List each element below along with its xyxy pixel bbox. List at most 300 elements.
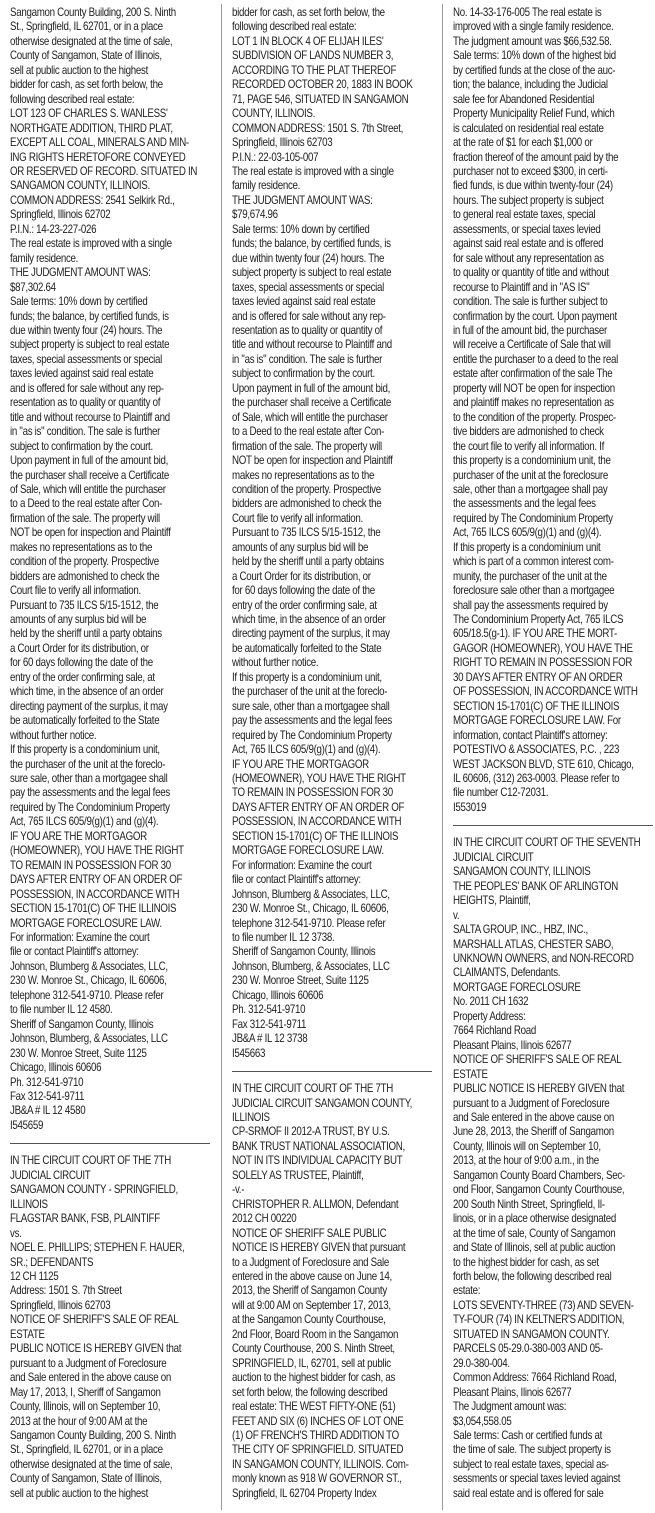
notice-text-line: $3,054,558.05 bbox=[453, 1414, 512, 1428]
notice-text-line: SECTION 15-1701(C) OF THE ILLINOIS bbox=[10, 902, 177, 916]
notice-text-line: UNKNOWN OWNERS, and NON-RECORD bbox=[453, 952, 634, 965]
notice-text-line: bidders are admonished to check the bbox=[10, 569, 160, 583]
notice-text-line: ESTATE bbox=[453, 1067, 488, 1081]
notice-text-line: otherwise designated at the time of sale, bbox=[10, 1457, 173, 1471]
notice-text-line: and Sale entered in the above cause on bbox=[10, 1371, 172, 1385]
notice-text-line: ING RIGHTS HERETOFORE CONVEYED bbox=[10, 150, 186, 164]
notice-text-line: makes no representations as to the bbox=[10, 540, 153, 554]
notice-text-line: entry of the order confirming sale, at bbox=[10, 670, 155, 684]
notice-text-line: Johnson, Blumberg, & Associates, LLC bbox=[232, 959, 390, 973]
notice-text-line: GAGOR (HOMEOWNER), YOU HAVE THE bbox=[453, 641, 633, 655]
notice-text-line: County, Illinois, will on September 10, bbox=[10, 1400, 161, 1414]
column-1 bbox=[10, 6, 210, 1510]
notice-text-line: bidder for cash, as set forth below, the bbox=[232, 6, 385, 19]
notice-text-line: Sale terms: 10% down by certified bbox=[10, 295, 148, 309]
notice-text-line: real estate: THE WEST FIFTY-ONE (51) bbox=[232, 1400, 396, 1414]
notice-text-line: shall pay the assessments required by bbox=[453, 598, 608, 612]
notice-text-line: NOTICE OF SHERIFF'S SALE OF REAL bbox=[10, 1313, 179, 1327]
notice-text-line: NOEL E. PHILLIPS; STEPHEN F. HAUER, bbox=[10, 1241, 185, 1255]
notice-text-line: Act, 765 ILCS 605/9(g)(1) and (g)(4). bbox=[10, 815, 159, 829]
notice-text-line: for 60 days following the date of the bbox=[10, 656, 153, 670]
notice-text-line: POTESTIVO & ASSOCIATES, P.C. , 223 bbox=[453, 743, 620, 757]
notice-text-line: funds; the balance, by certified funds, is bbox=[232, 237, 391, 251]
notice-text-line: MORTGAGE FORECLOSURE LAW. bbox=[10, 916, 162, 930]
notice-text-line: Springfield, Illinois 62703 bbox=[10, 1298, 111, 1312]
notice-text-line: County of Sangamon, State of Illinois, bbox=[10, 49, 162, 63]
notice-text-line: Johnson, Blumberg & Associates, LLC, bbox=[232, 887, 390, 901]
notice-text-line: entered in the above cause on June 14, bbox=[232, 1269, 392, 1283]
notice-text-line: SECTION 15-1701(C) OF THE ILLINOIS bbox=[232, 829, 399, 843]
notice-text-line: SR.; DEFENDANTS bbox=[10, 1255, 94, 1269]
notice-text-line: at the Sangamon County Courthouse, bbox=[232, 1313, 386, 1327]
notice-text-line: SALTA GROUP, INC., HBZ, INC., bbox=[453, 923, 588, 937]
notice-text-line: SOLELY AS TRUSTEE, Plaintiff, bbox=[232, 1168, 364, 1182]
notice-text-line: of Sale, which will entitle the purchaser bbox=[10, 482, 166, 496]
notice-text-line: without further notice. bbox=[10, 728, 97, 742]
notice-text-line: OF POSSESSION, IN ACCORDANCE WITH bbox=[453, 685, 638, 699]
notice-text-line: (HOMEOWNER), YOU HAVE THE RIGHT bbox=[10, 844, 184, 858]
notice-text-line: sessments or special taxes levied against bbox=[453, 1472, 621, 1486]
notice-text-line: in "as is" condition. The sale is further bbox=[10, 425, 161, 439]
notice-text-line: SITUATED IN SANGAMON COUNTY. bbox=[453, 1327, 610, 1341]
notice-text-line: Act, 765 ILCS 605/9(g)(1) and (g)(4). bbox=[453, 526, 602, 540]
notice-text-line: NOTICE OF SHERIFF SALE PUBLIC bbox=[232, 1226, 387, 1240]
notice-text-line: information, contact Plaintiff's attorney: bbox=[453, 728, 608, 742]
notice-text-line: resentation as to quality or quantity of bbox=[10, 396, 161, 410]
notice-text-line: taxes, special assessments or special bbox=[10, 352, 163, 366]
notice-text-line: 12 CH 1125 bbox=[10, 1269, 59, 1283]
notice-text-line: be automatically forfeited to the State bbox=[232, 641, 382, 655]
notice-text-line: Upon payment in full of the amount bid, bbox=[232, 381, 390, 395]
notice-text-line: The real estate is improved with a single bbox=[10, 237, 172, 251]
notice-text-line: THE JUDGMENT AMOUNT WAS: bbox=[232, 193, 373, 207]
notice-text-line: POSSESSION, IN ACCORDANCE WITH bbox=[232, 815, 402, 829]
notice-text-line: Springfield, Illinois 62702 bbox=[10, 208, 111, 222]
notice-text-line: 230 W. Monroe Street, Suite 1125 bbox=[232, 974, 369, 988]
notice-text-line: Sangamon County Building, 200 S. Ninth bbox=[10, 6, 176, 19]
notice-text-line: the purchaser of the unit at the foreclo- bbox=[232, 685, 388, 699]
notice-text-line: confirmation by the court. Upon payment bbox=[453, 309, 617, 323]
notice-text-line: SPRINGFIELD, IL, 62701, sell at public bbox=[232, 1356, 391, 1370]
notice-text-line: No. 2011 CH 1632 bbox=[453, 995, 529, 1009]
notice-text-line: Chicago, Illinois 60606 bbox=[10, 1061, 102, 1075]
notice-text-line: Ph. 312-541-9710 bbox=[232, 1003, 306, 1017]
notice-text-line: held by the sheriff until a party obtains bbox=[10, 627, 162, 641]
notice-text-line: taxes levied against said real estate bbox=[10, 367, 154, 381]
notice-text-line: bidders are admonished to check the bbox=[232, 497, 382, 511]
notice-text-line: MORTGAGE FORECLOSURE bbox=[453, 980, 581, 994]
notice-text-line: Pursuant to 735 ILCS 5/15-1512, the bbox=[10, 598, 159, 612]
notice-text-line: SANGAMON COUNTY, ILLINOIS bbox=[453, 865, 591, 879]
notice-text-line: CP-SRMOF II 2012-A TRUST, BY U.S. bbox=[232, 1125, 390, 1139]
notice-text-line: FLAGSTAR BANK, FSB, PLAINTIFF bbox=[10, 1212, 160, 1226]
notice-text-line: HEIGHTS, Plaintiff, bbox=[453, 894, 531, 908]
notice-text-line: 7664 Richland Road bbox=[453, 1024, 536, 1038]
notice-text-line: a Court Order for its distribution, or bbox=[232, 569, 371, 583]
column-3 bbox=[453, 6, 653, 1510]
notice-text-line: Sale terms: 10% down of the highest bid bbox=[453, 49, 616, 63]
notice-text-line: FEET AND SIX (6) INCHES OF LOT ONE bbox=[232, 1414, 404, 1428]
notice-text-line: NORTHGATE ADDITION, THIRD PLAT, bbox=[10, 121, 173, 135]
notice-text-line: bidder for cash, as set forth below, the bbox=[10, 78, 163, 92]
notice-text-line: subject to real estate taxes, special as- bbox=[453, 1457, 609, 1471]
notice-text-line: linois, or in a place otherwise designated bbox=[453, 1212, 617, 1226]
notice-text-line: foreclosure sale other than a mortgagee bbox=[453, 584, 615, 598]
notice-text-line: pay the assessments and the legal fees bbox=[232, 714, 392, 728]
notice-text-line: taxes levied against said real estate bbox=[232, 295, 376, 309]
notice-text-line: to quality or quantity of title and without bbox=[453, 266, 609, 280]
notice-text-line: 2013 at the hour of 9:00 AM at the bbox=[10, 1414, 148, 1428]
notice-text-line: and Sale entered in the above cause on bbox=[453, 1110, 615, 1124]
notice-flagstar bbox=[10, 1154, 210, 1501]
notice-text-line: fraction thereof of the amount paid by the bbox=[453, 150, 619, 164]
notice-text-line: condition of the property. Prospective bbox=[232, 482, 381, 496]
notice-text-line: 605/18.5(g-1). IF YOU ARE THE MORT- bbox=[453, 627, 617, 641]
notice-text-line: subject property is subject to real estate bbox=[10, 338, 170, 352]
notice-text-line: COUNTY, ILLINOIS. bbox=[232, 107, 316, 121]
notice-text-line: for sale without any representation as bbox=[453, 251, 604, 265]
notice-text-line: MARSHALL ATLAS, CHESTER SABO, bbox=[453, 937, 614, 951]
column-2 bbox=[232, 6, 432, 1510]
notice-text-line: NOT IN ITS INDIVIDUAL CAPACITY BUT bbox=[232, 1154, 403, 1168]
notice-text-line: Springfield, Illinois 62703 bbox=[232, 136, 333, 150]
notice-text-line: IN THE CIRCUIT COURT OF THE 7TH bbox=[10, 1154, 171, 1168]
notice-text-line: resentation as to quality or quantity of bbox=[232, 323, 383, 337]
notice-text-line: TO REMAIN IN POSSESSION FOR 30 bbox=[10, 858, 171, 872]
notice-text-line: Sheriff of Sangamon County, Illinois bbox=[232, 945, 376, 959]
notice-text-line: $79,674.96 bbox=[232, 208, 278, 222]
notice-text-line: JB&A # IL 12 4580 bbox=[10, 1104, 86, 1118]
notice-text-line: St., Springfield, IL 62701, or in a place bbox=[10, 20, 163, 34]
notice-text-line: County of Sangamon, State of Illinois, bbox=[10, 1472, 162, 1486]
notice-text-line: TY-FOUR (74) IN KELTNER'S ADDITION, bbox=[453, 1313, 625, 1327]
notice-text-line: which time, in the absence of an order bbox=[10, 685, 164, 699]
notice-text-line: by certified funds at the close of the auc- bbox=[453, 63, 616, 77]
notice-text-line: For information: Examine the court bbox=[10, 931, 150, 944]
notice-text-line: family residence. bbox=[232, 179, 301, 193]
notice-text-line: NOT be open for inspection and Plaintiff bbox=[10, 526, 171, 540]
notice-text-line: taxes, special assessments or special bbox=[232, 280, 385, 294]
notice-text-line: and plaintiff makes no representation as bbox=[453, 396, 614, 410]
notice-text-line: sale, other than a mortgagee shall pay bbox=[453, 482, 608, 496]
notice-text-line: Sangamon County Building, 200 S. Ninth bbox=[10, 1428, 176, 1442]
notice-text-line: ACCORDING TO THE PLAT THEREOF bbox=[232, 63, 397, 77]
notice-text-line: sale fee for Abandoned Residential bbox=[453, 92, 595, 106]
notice-text-line: The real estate is improved with a single bbox=[232, 164, 394, 178]
notice-text-line: $87,302.64 bbox=[10, 280, 56, 294]
notice-text-line: and State of Illinois, sell at public auction bbox=[453, 1241, 616, 1255]
notice-text-line: DAYS AFTER ENTRY OF AN ORDER OF bbox=[232, 800, 405, 814]
notice-text-line: and is offered for sale without any rep- bbox=[10, 381, 164, 395]
notice-text-line: a Court Order for its distribution, or bbox=[10, 641, 149, 655]
notice-text-line: to general real estate taxes, special bbox=[453, 208, 596, 222]
notice-text-line: monly known as 918 W GOVERNOR ST., bbox=[232, 1472, 402, 1486]
notice-text-line: due within twenty four (24) hours. The bbox=[10, 323, 163, 337]
notice-text-line: subject to confirmation by the court. bbox=[232, 367, 375, 381]
notice-text-line: If this property is a condominium unit, bbox=[10, 743, 160, 757]
column-divider bbox=[442, 4, 443, 1510]
notice-text-line: The Judgment amount was: bbox=[453, 1400, 567, 1414]
notice-text-line: WEST JACKSON BLVD, STE 610, Chicago, bbox=[453, 757, 634, 771]
notice-text-line: amounts of any surplus bid will be bbox=[232, 540, 369, 554]
notice-separator bbox=[10, 1143, 210, 1144]
notice-text-line: CHRISTOPHER R. ALLMON, Defendant bbox=[232, 1197, 399, 1211]
notice-text-line: tive bidders are admonished to check bbox=[453, 425, 604, 439]
notice-text-line: in full of the amount bid, the purchaser bbox=[453, 323, 607, 337]
notice-text-line: Pleasant Plains, Ilinois 62677 bbox=[453, 1385, 572, 1399]
notice-text-line: 2nd Floor, Board Room in the Sangamon bbox=[232, 1327, 399, 1341]
notice-text-line: 2013, at the hour of 9:00 a.m., in the bbox=[453, 1154, 599, 1168]
notice-text-line: OR RESERVED OF RECORD. SITUATED IN bbox=[10, 164, 198, 178]
notice-text-line: be automatically forfeited to the State bbox=[10, 714, 160, 728]
notice-text-line: THE JUDGMENT AMOUNT WAS: bbox=[10, 266, 151, 280]
notice-text-line: IN THE CIRCUIT COURT OF THE 7TH bbox=[232, 1082, 393, 1096]
notice-text-line: 30 DAYS AFTER ENTRY OF AN ORDER bbox=[453, 670, 623, 684]
notice-text-line: required by The Condominium Property bbox=[453, 511, 613, 525]
column-divider bbox=[221, 4, 222, 1510]
notice-text-line: is calculated on residential real estate bbox=[453, 121, 604, 135]
notice-text-line: file or contact Plaintiff's attorney: bbox=[10, 945, 139, 959]
notice-text-line: Johnson, Blumberg & Associates, LLC, bbox=[10, 959, 168, 973]
notice-text-line: will receive a Certificate of Sale that will bbox=[453, 338, 611, 352]
notice-text-line: ESTATE bbox=[10, 1327, 45, 1341]
notice-text-line: COMMON ADDRESS: 1501 S. 7th Street, bbox=[232, 121, 404, 135]
notice-text-line: Property Municipality Relief Fund, which bbox=[453, 107, 615, 121]
notice-text-line: v. bbox=[453, 908, 460, 922]
notice-text-line: vs. bbox=[10, 1226, 22, 1240]
notice-text-line: Fax 312-541-9711 bbox=[232, 1017, 307, 1031]
notice-text-line: at the time of sale, County of Sangamon bbox=[453, 1226, 616, 1240]
notice-text-line: file or contact Plaintiff's attorney: bbox=[232, 873, 361, 887]
notice-text-line: THE PEOPLES' BANK OF ARLINGTON bbox=[453, 879, 618, 893]
notice-text-line: directing payment of the surplus, it may bbox=[232, 627, 390, 641]
notice-text-line: makes no representations as to the bbox=[232, 468, 375, 482]
notice-separator bbox=[232, 1071, 432, 1072]
notice-text-line: CLAIMANTS, Defendants. bbox=[453, 966, 561, 980]
notice-text-line: RIGHT TO REMAIN IN POSSESSION FOR bbox=[453, 656, 633, 670]
notice-text-line: IN SANGAMON COUNTY, ILLINOIS. Com- bbox=[232, 1457, 409, 1471]
notice-text-line: Sale terms: Cash or certified funds at bbox=[453, 1428, 603, 1442]
notice-text-line: pursuant to a Judgment of Foreclosure bbox=[453, 1096, 610, 1110]
notice-text-line: IF YOU ARE THE MORTGAGOR bbox=[232, 757, 369, 771]
notice-salta-group bbox=[453, 836, 653, 1501]
notice-text-line: LOT 1 IN BLOCK 4 OF ELIJAH ILES' bbox=[232, 34, 384, 48]
notice-text-line: Fax 312-541-9711 bbox=[10, 1089, 85, 1103]
notice-text-line: TO REMAIN IN POSSESSION FOR 30 bbox=[232, 786, 393, 800]
notice-text-line: Sheriff of Sangamon County, Illinois bbox=[10, 1017, 154, 1031]
notice-text-line: at the rate of $1 for each $1,000 or bbox=[453, 136, 593, 150]
notice-text-line: due within twenty four (24) hours. The bbox=[232, 251, 385, 265]
notice-text-line: amounts of any surplus bid will be bbox=[10, 613, 147, 627]
notice-text-line: will at 9:00 AM on September 17, 2013, bbox=[232, 1298, 391, 1312]
notice-text-line: JUDICIAL CIRCUIT SANGAMON COUNTY, bbox=[232, 1096, 413, 1110]
notice-text-line: Address: 1501 S. 7th Street bbox=[10, 1284, 122, 1298]
notice-governor-st bbox=[453, 6, 653, 815]
notice-text-line: title and without recourse to Plaintiff and bbox=[10, 410, 170, 424]
notice-text-line: file number C12-72031. bbox=[453, 786, 549, 800]
notice-text-line: telephone 312-541-9710. Please refer bbox=[10, 988, 164, 1002]
notice-text-line: Court file to verify all information. bbox=[232, 511, 363, 525]
notice-text-line: IL 60606, (312) 263-0003. Please refer to bbox=[453, 772, 620, 786]
notice-text-line: to a Deed to the real estate after Con- bbox=[10, 497, 163, 511]
notice-text-line: 29.0-380-004. bbox=[453, 1356, 510, 1370]
notice-text-line: sell at public auction to the highest bbox=[10, 1486, 149, 1500]
notice-text-line: (HOMEOWNER), YOU HAVE THE RIGHT bbox=[232, 772, 406, 786]
notice-text-line: the purchaser of the unit at the foreclo- bbox=[10, 757, 166, 771]
notice-text-line: Pleasant Plains, Ilinois 62677 bbox=[453, 1038, 572, 1052]
notice-text-line: May 17, 2013, I, Sheriff of Sangamon bbox=[10, 1385, 161, 1399]
notice-text-line: DAYS AFTER ENTRY OF AN ORDER OF bbox=[10, 873, 183, 887]
notice-text-line: SUBDIVISION OF LANDS NUMBER 3, bbox=[232, 49, 394, 63]
notice-text-line: 71, PAGE 546, SITUATED IN SANGAMON bbox=[232, 92, 409, 106]
notice-text-line: Act, 765 ILCS 605/9(g)(1) and (g)(4). bbox=[232, 743, 381, 757]
notice-text-line: JUDICIAL CIRCUIT bbox=[453, 850, 534, 864]
notice-text-line: property will NOT be open for inspection bbox=[453, 381, 615, 395]
notice-text-line: 2012 CH 00220 bbox=[232, 1212, 297, 1226]
notice-text-line: P.I.N.: 22-03-105-007 bbox=[232, 150, 319, 164]
notice-text-line: firmation of the sale. The property will bbox=[10, 511, 160, 525]
notice-text-line: fied funds, is due within twenty-four (24) bbox=[453, 179, 613, 193]
notice-elijah-iles bbox=[232, 6, 432, 1061]
notice-text-line: against said real estate and is offered bbox=[453, 237, 604, 251]
notice-text-line: JUDICIAL CIRCUIT bbox=[10, 1168, 91, 1182]
notice-text-line: the court file to verify all information. If bbox=[453, 439, 605, 453]
notice-text-line: EXCEPT ALL COAL, MINERALS AND MIN- bbox=[10, 136, 189, 150]
notice-text-line: Upon payment in full of the amount bid, bbox=[10, 454, 168, 468]
notice-text-line: without further notice. bbox=[232, 656, 319, 670]
notice-text-line: Sale terms: 10% down by certified bbox=[232, 222, 370, 236]
notice-text-line: for 60 days following the date of the bbox=[232, 584, 375, 598]
notice-text-line: Johnson, Blumberg, & Associates, LLC bbox=[10, 1032, 168, 1046]
notice-text-line: Court file to verify all information. bbox=[10, 584, 141, 598]
notice-text-line: sure sale, other than a mortgagee shall bbox=[232, 699, 390, 713]
notice-text-line: IF YOU ARE THE MORTGAGOR bbox=[10, 829, 147, 843]
notice-text-line: SANGAMON COUNTY, ILLINOIS. bbox=[10, 179, 150, 193]
notice-text-line: The judgment amount was $66,532.58. bbox=[453, 34, 612, 48]
notice-text-line: 200 South Ninth Street, Springfield, Il- bbox=[453, 1197, 605, 1211]
notice-text-line: held by the sheriff until a party obtains bbox=[232, 555, 384, 569]
notice-text-line: pursuant to a Judgment of Foreclosure bbox=[10, 1356, 167, 1370]
notice-text-line: POSSESSION, IN ACCORDANCE WITH bbox=[10, 887, 180, 901]
notice-text-line: purchaser of the unit at the foreclosure bbox=[453, 468, 608, 482]
notice-text-line: munity, the purchaser of the unit at the bbox=[453, 569, 607, 583]
notice-text-line: subject to confirmation by the court. bbox=[10, 439, 153, 453]
notice-text-line: -v.- bbox=[232, 1183, 245, 1197]
notice-text-line: I545659 bbox=[10, 1118, 44, 1132]
notice-text-line: P.I.N.: 14-23-227-026 bbox=[10, 222, 97, 236]
notice-text-line: sure sale, other than a mortgagee shall bbox=[10, 772, 168, 786]
notice-text-line: estate after confirmation of the sale The bbox=[453, 367, 613, 381]
notice-text-line: SECTION 15-1701(C) OF THE ILLINOIS bbox=[453, 699, 620, 713]
notice-text-line: June 28, 2013, the Sheriff of Sangamon bbox=[453, 1125, 614, 1139]
notice-text-line: COMMON ADDRESS: 2541 Selkirk Rd., bbox=[10, 193, 175, 207]
notice-text-line: Chicago, Illinois 60606 bbox=[232, 988, 324, 1002]
notice-text-line: The Condominium Property Act, 765 ILCS bbox=[453, 613, 624, 627]
notice-text-line: entitle the purchaser to a deed to the real bbox=[453, 352, 618, 366]
notice-text-line: assessments, or special taxes levied bbox=[453, 222, 601, 236]
notice-text-line: of Sale, which will entitle the purchaser bbox=[232, 410, 388, 424]
notice-wanless bbox=[10, 6, 210, 1133]
notice-text-line: For information: Examine the court bbox=[232, 858, 372, 872]
notice-text-line: sell at public auction to the highest bbox=[10, 63, 149, 77]
notice-text-line: to file number IL 12 3738. bbox=[232, 931, 335, 944]
notice-text-line: NOTICE IS HEREBY GIVEN that pursuant bbox=[232, 1241, 406, 1255]
notice-text-line: to the highest bidder for cash, as set bbox=[453, 1255, 599, 1269]
notice-text-line: to file number IL 12 4580. bbox=[10, 1003, 113, 1017]
notice-text-line: purchaser not to exceed $300, in certi- bbox=[453, 164, 608, 178]
notice-text-line: forth below, the following described real bbox=[453, 1269, 612, 1283]
notice-text-line: which time, in the absence of an order bbox=[232, 613, 386, 627]
notice-text-line: I545663 bbox=[232, 1046, 266, 1060]
notice-text-line: I553019 bbox=[453, 800, 487, 814]
notice-text-line: Sangamon County Board Chambers, Sec- bbox=[453, 1168, 625, 1182]
notice-text-line: 230 W. Monroe St., Chicago, IL 60606, bbox=[10, 974, 167, 988]
notice-text-line: Pursuant to 735 ILCS 5/15-1512, the bbox=[232, 526, 381, 540]
notice-text-line: MORTGAGE FORECLOSURE LAW. bbox=[232, 844, 384, 858]
notice-text-line: family residence. bbox=[10, 251, 79, 265]
notice-text-line: (1) OF FRENCH'S THIRD ADDITION TO bbox=[232, 1428, 399, 1442]
notice-text-line: and is offered for sale without any rep- bbox=[232, 309, 386, 323]
notice-text-line: If this property is a condominium unit bbox=[453, 540, 601, 554]
notice-text-line: entry of the order confirming sale, at bbox=[232, 598, 377, 612]
notice-text-line: funds; the balance, by certified funds, is bbox=[10, 309, 169, 323]
notice-text-line: condition. The sale is further subject to bbox=[453, 295, 608, 309]
notice-text-line: Property Address: bbox=[453, 1009, 526, 1023]
notice-text-line: PUBLIC NOTICE IS HEREBY GIVEN that bbox=[10, 1342, 182, 1356]
notice-text-line: No. 14-33-176-005 The real estate is bbox=[453, 6, 602, 19]
notice-text-line: PARCELS 05-29.0-380-003 AND 05- bbox=[453, 1342, 603, 1356]
notice-text-line: the time of sale. The subject property is bbox=[453, 1443, 611, 1457]
notice-text-line: in "as is" condition. The sale is further bbox=[232, 352, 383, 366]
notice-text-line: required by The Condominium Property bbox=[10, 800, 170, 814]
notice-text-line: to the condition of the property. Prospec- bbox=[453, 410, 616, 424]
notice-text-line: 230 W. Monroe Street, Suite 1125 bbox=[10, 1046, 147, 1060]
notice-text-line: NOTICE OF SHERIFF'S SALE OF REAL bbox=[453, 1053, 622, 1067]
notice-text-line: ILLINOIS bbox=[10, 1197, 48, 1211]
notice-text-line: 230 W. Monroe St., Chicago, IL 60606, bbox=[232, 902, 389, 916]
notice-text-line: said real estate and is offered for sale bbox=[453, 1486, 604, 1500]
notice-text-line: otherwise designated at the time of sale, bbox=[10, 34, 173, 48]
notice-text-line: LOTS SEVENTY-THREE (73) AND SEVEN- bbox=[453, 1298, 634, 1312]
notice-separator bbox=[453, 825, 653, 826]
notice-text-line: ond Floor, Sangamon County Courthouse, bbox=[453, 1183, 625, 1197]
notice-text-line: condition of the property. Prospective bbox=[10, 555, 159, 569]
notice-text-line: JB&A # IL 12 3738 bbox=[232, 1032, 308, 1046]
notice-text-line: estate: bbox=[453, 1284, 481, 1298]
notice-text-line: NOT be open for inspection and Plaintiff bbox=[232, 454, 393, 468]
notice-text-line: the purchaser shall receive a Certificate bbox=[232, 396, 392, 410]
notice-text-line: MORTGAGE FORECLOSURE LAW. For bbox=[453, 714, 621, 728]
notice-text-line: If this property is a condominium unit, bbox=[232, 670, 382, 684]
notice-text-line: PUBLIC NOTICE IS HEREBY GIVEN that bbox=[453, 1082, 625, 1096]
notice-text-line: ILLINOIS bbox=[232, 1110, 270, 1124]
notice-text-line: auction to the highest bidder for cash, as bbox=[232, 1371, 396, 1385]
notice-text-line: County, Illinois will on September 10, bbox=[453, 1139, 601, 1153]
notice-text-line: following described real estate: bbox=[10, 92, 135, 106]
notice-text-line: title and without recourse to Plaintiff and bbox=[232, 338, 392, 352]
notice-text-line: improved with a single family residence. bbox=[453, 20, 614, 34]
notice-text-line: Ph. 312-541-9710 bbox=[10, 1075, 84, 1089]
notice-allmon bbox=[232, 1082, 432, 1501]
notice-text-line: to a Deed to the real estate after Con- bbox=[232, 425, 385, 439]
notice-text-line: to a Judgment of Foreclosure and Sale bbox=[232, 1255, 389, 1269]
notice-text-line: IN THE CIRCUIT COURT OF THE SEVENTH bbox=[453, 836, 641, 850]
notice-text-line: pay the assessments and the legal fees bbox=[10, 786, 170, 800]
notice-text-line: required by The Condominium Property bbox=[232, 728, 392, 742]
notice-text-line: 2013, the Sheriff of Sangamon County bbox=[232, 1284, 387, 1298]
notice-text-line: hours. The subject property is subject bbox=[453, 193, 604, 207]
notice-text-line: which is part of a common interest com- bbox=[453, 555, 614, 569]
